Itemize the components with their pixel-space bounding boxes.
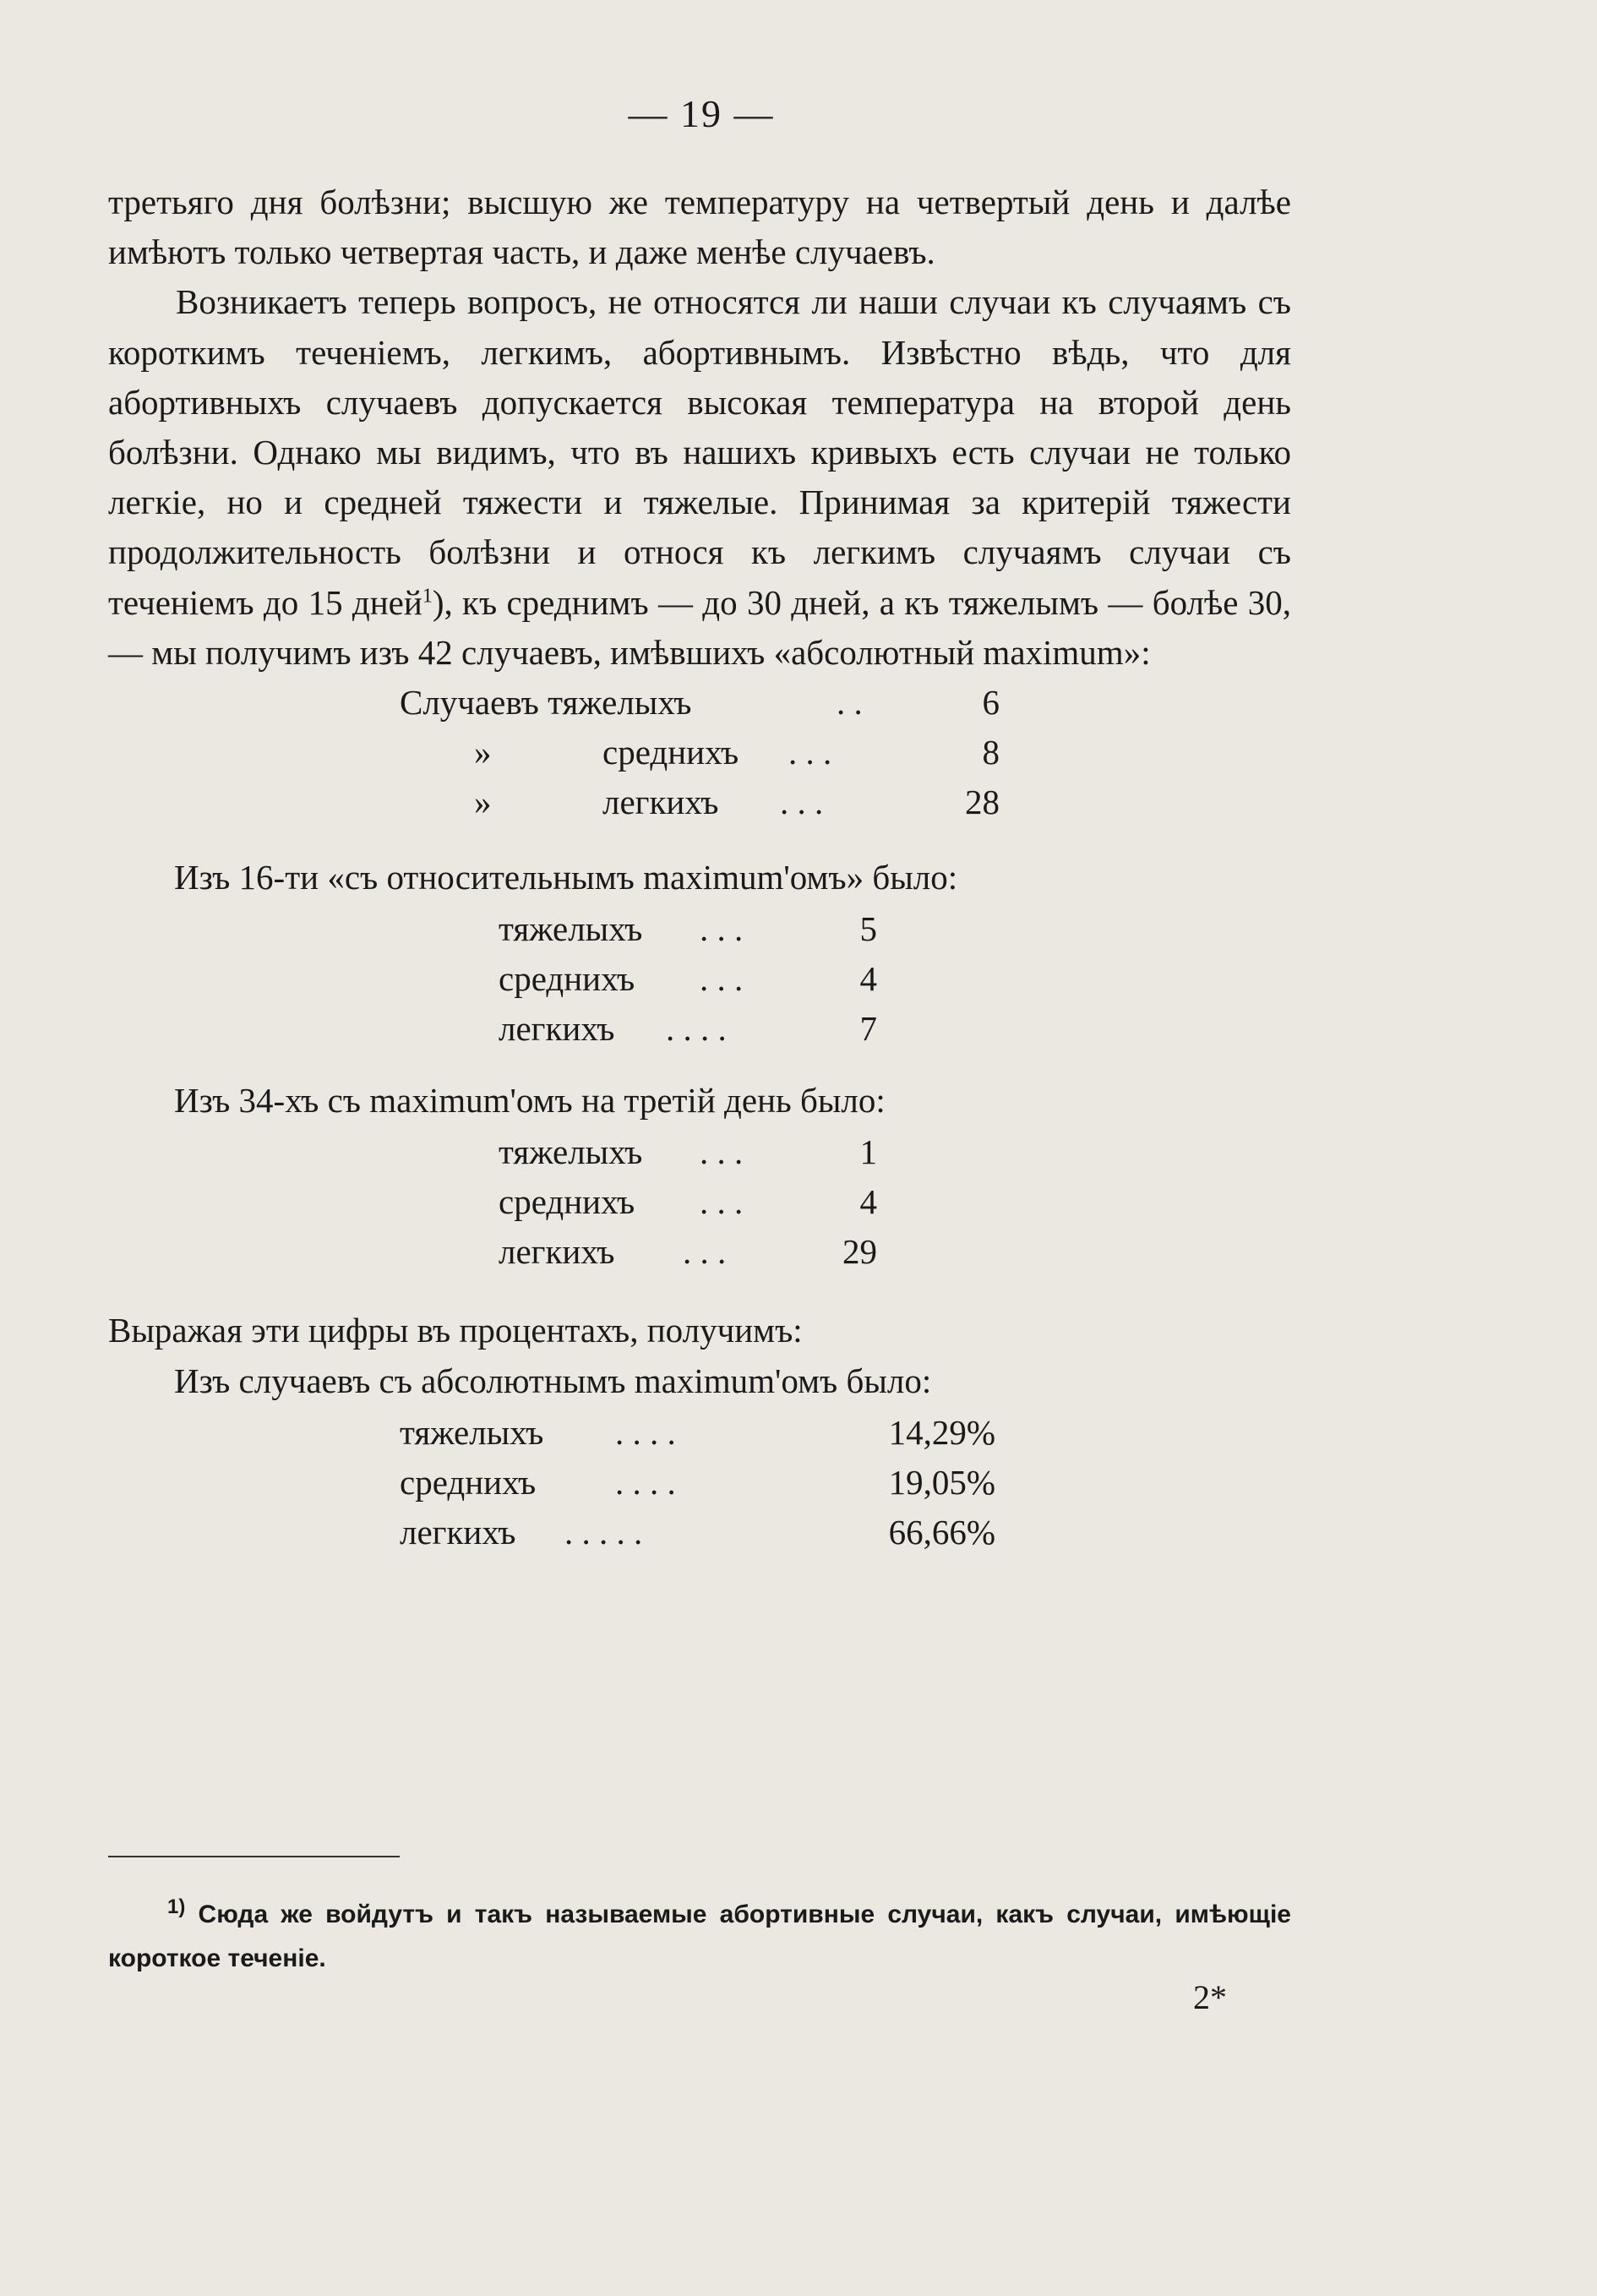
row-label: Случаевъ тяжелыхъ <box>400 683 692 723</box>
table-row <box>108 678 1291 728</box>
row-dots: . . <box>837 683 863 723</box>
table-row <box>108 1004 1291 1054</box>
page-number: — 19 — <box>628 92 775 135</box>
footnote-reference: 1 <box>422 584 433 607</box>
footnote-text: Сюда же войдутъ и такъ называемые абортивные случаи, какъ случаи, имѣющіе короткое теченіе. <box>108 1901 1291 1972</box>
paragraph-2-continuation: ), къ среднимъ — до 30 дней, а къ тяжелымъ — болѣе 30, — мы получимъ изъ 42 случаевъ, имѣвшихъ «абсолютный maximum»: <box>108 582 1291 672</box>
row-label: среднихъ <box>602 733 739 772</box>
table-row <box>108 1177 1291 1227</box>
percent-intro: Выражая эти цифры въ процентахъ, получимъ: <box>108 1311 803 1350</box>
paragraph-2-text: Возникаетъ теперь вопросъ, не относятся ли наши случаи къ случаямъ съ короткимъ теченіемъ, легкимъ, абортивнымъ. Извѣстно вѣдь, что для абортивныхъ случаевъ допускается высокая температура на второй день болѣзни. Однако мы видимъ, что въ нашихъ кривыхъ есть случаи не только легкіе, но и средней тяжести и тяжелые. Принимая за критерій тяжести продолжительность болѣзни и относя къ легкимъ случаямъ случаи съ теченіемъ до 15 дней <box>108 282 1291 622</box>
row-dots: . . . <box>700 909 744 949</box>
row-value: 19,05% <box>888 1462 995 1502</box>
row-value: 66,66% <box>888 1512 995 1552</box>
row-value: 14,29% <box>888 1412 995 1452</box>
footnote-divider <box>108 1856 400 1857</box>
table-row <box>108 1508 1291 1557</box>
row-label: легкихъ <box>602 783 719 822</box>
row-dots: . . . <box>788 733 832 772</box>
table-row <box>108 1458 1291 1508</box>
row-value: 4 <box>859 1182 877 1222</box>
table-row <box>108 904 1291 954</box>
intro-percent-absolute: Изъ случаевъ съ абсолютнымъ maximum'омъ было: <box>174 1361 932 1400</box>
footnote-marker: 1) <box>167 1895 186 1918</box>
signature-mark: 2* <box>1193 1978 1227 2016</box>
table-row <box>108 1227 1291 1277</box>
row-value: 5 <box>859 909 877 949</box>
ditto-mark: » <box>474 733 492 772</box>
row-label: тяжелыхъ <box>400 1412 544 1452</box>
row-label: среднихъ <box>499 1182 635 1222</box>
row-value: 6 <box>982 683 1000 723</box>
row-dots: . . . . . <box>564 1512 643 1552</box>
table-third-day-max <box>108 1127 1291 1277</box>
row-dots: . . . <box>780 783 824 822</box>
paragraph-2 <box>108 277 1291 678</box>
intro-relative-max: Изъ 16-ти «съ относительнымъ maximum'омъ» было: <box>174 858 958 897</box>
table-row <box>108 777 1291 827</box>
row-dots: . . . . <box>615 1462 676 1502</box>
row-label: легкихъ <box>400 1512 516 1552</box>
body-text <box>108 177 1291 1557</box>
table-relative-max <box>108 904 1291 1054</box>
intro-third-day-max: Изъ 34-хъ съ maximum'омъ на третій день было: <box>174 1081 886 1121</box>
table-row <box>108 1408 1291 1458</box>
paragraph-1: третьяго дня болѣзни; высшую же температуру на четвертый день и далѣе имѣютъ только четвертая часть, и даже менѣе случаевъ. <box>108 183 1291 272</box>
row-label: среднихъ <box>499 959 635 999</box>
row-value: 4 <box>859 959 877 999</box>
row-label: легкихъ <box>499 1009 615 1049</box>
row-label: тяжелыхъ <box>499 1132 643 1172</box>
row-value: 7 <box>859 1009 877 1049</box>
row-label: тяжелыхъ <box>499 909 643 949</box>
table-percentages <box>108 1408 1291 1557</box>
row-value: 29 <box>842 1232 877 1272</box>
row-dots: . . . . <box>615 1412 676 1452</box>
row-label: среднихъ <box>400 1462 537 1502</box>
table-absolute-max <box>108 678 1291 827</box>
row-value: 1 <box>859 1132 877 1172</box>
row-label: легкихъ <box>499 1232 615 1272</box>
row-dots: . . . <box>700 1132 744 1172</box>
ditto-mark: » <box>474 783 492 822</box>
footnote <box>108 1893 1291 1981</box>
row-dots: . . . <box>683 1232 727 1272</box>
row-value: 8 <box>982 733 1000 772</box>
row-value: 28 <box>965 783 1000 822</box>
row-dots: . . . <box>700 959 744 999</box>
table-row <box>108 954 1291 1004</box>
table-row <box>108 728 1291 777</box>
row-dots: . . . . <box>666 1009 727 1049</box>
row-dots: . . . <box>700 1182 744 1222</box>
table-row <box>108 1127 1291 1177</box>
